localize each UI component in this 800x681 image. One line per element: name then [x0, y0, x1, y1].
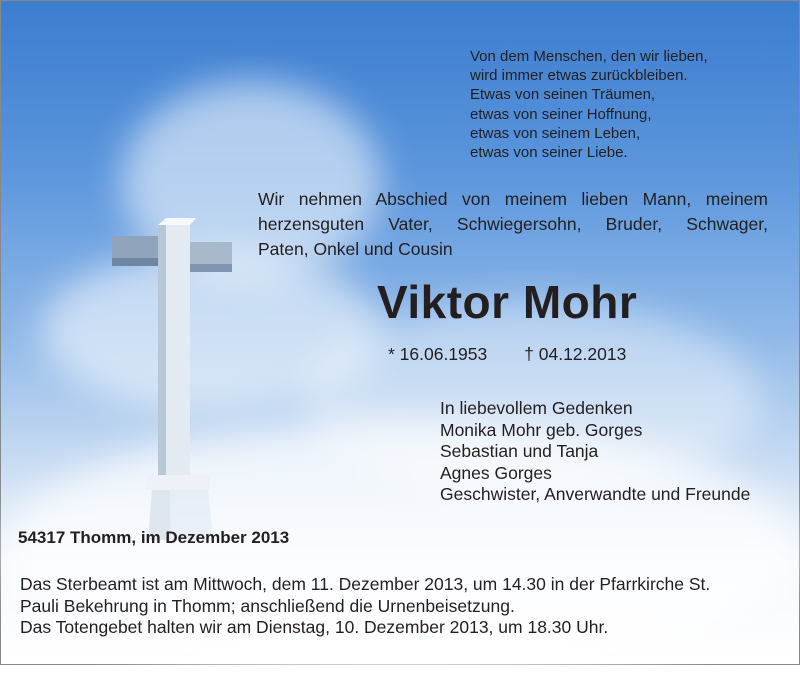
mourner-line: Geschwister, Anverwandte und Freunde: [440, 484, 751, 504]
poem: [470, 47, 708, 162]
birth-date: * 16.06.1953: [388, 344, 488, 364]
poem-line: etwas von seiner Hoffnung,: [470, 105, 652, 123]
death-date: † 04.12.2013: [524, 344, 627, 364]
life-dates: [388, 344, 658, 365]
poem-line: Von dem Menschen, den wir lieben,: [470, 48, 708, 65]
farewell-text: [258, 187, 768, 262]
farewell-line: Paten, Onkel und Cousin: [258, 239, 453, 259]
funeral-line: Pauli Bekehrung in Thomm; anschließend die Urnenbeisetzung.: [20, 595, 515, 616]
farewell-line: herzensguten Vater, Schwiegersohn, Bruder, Schwager,: [258, 214, 768, 234]
poem-line: etwas von seiner Liebe.: [470, 144, 628, 162]
deceased-name: Viktor Mohr: [377, 276, 638, 328]
funeral-line: Das Sterbeamt ist am Mittwoch, dem 11. Dezember 2013, um 14.30 in der Pfarrkirche St.: [20, 574, 711, 594]
cross-image: [100, 180, 250, 540]
location-date: 54317 Thomm, im Dezember 2013: [18, 528, 290, 547]
mourners-list: [440, 398, 750, 506]
funeral-info: [20, 574, 710, 639]
funeral-line: Das Totengebet halten wir am Dienstag, 10. Dezember 2013, um 18.30 Uhr.: [20, 617, 609, 637]
mourner-line: Monika Mohr geb. Gorges: [440, 419, 643, 440]
mourner-line: In liebevollem Gedenken: [440, 398, 633, 418]
poem-line: etwas von seinem Leben,: [470, 124, 641, 142]
poem-line: wird immer etwas zurückbleiben.: [470, 67, 688, 85]
mourner-line: Sebastian und Tanja: [440, 441, 599, 461]
mourner-line: Agnes Gorges: [440, 462, 552, 483]
farewell-line: Wir nehmen Abschied von meinem lieben Mann, meinem: [258, 189, 768, 209]
poem-line: Etwas von seinen Träumen,: [470, 86, 656, 104]
